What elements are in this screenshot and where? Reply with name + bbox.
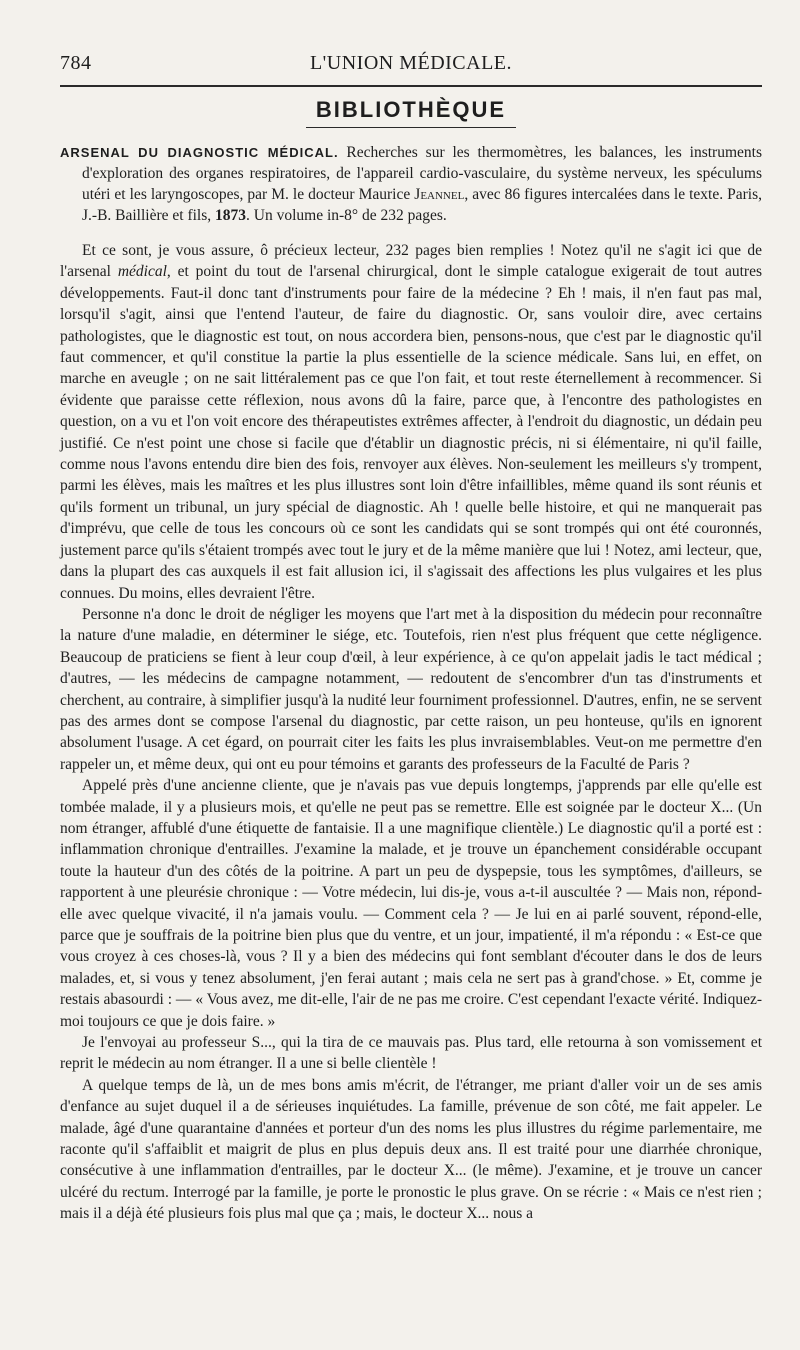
paragraph-1-text-b: , et point du tout de l'arsenal chirurgical, dont le simple catalogue exigerait de tout autres développements. Faut-il donc tant d'instruments pour faire de la médecine ? Eh ! mais, il n'en faut pas mal, lorsqu'il s'agit, ainsi que l'entend l'auteur, de faire du diagnostic. Or, sans vouloir dire, avec certains pathologistes, que le diagnostic est tout, on nous accordera bien, pensons-nous, que c'est par le diagnostic qu'il faut commencer, et qu'il constitue la partie la plus essentielle de la science médicale. Sans lui, en effet, on marche en aveugle ; on ne sait littéralement pas ce que l'on fait, et tout reste éternellement à recommencer. Si évidente que paraisse cette réflexion, nous avons dû la faire, parce que, à l'encontre des pathologistes en question, on a vu et l'on voit encore des thérapeutistes extrêmes affecter, à l'endroit du diagnostic, un dédain peu justifié. Ce n'est point une chose si facile que d'établir un diagnostic précis, ni si élémentaire, ni qu'il faille, comme nous l'avons entendu dire bien des fois, renvoyer aux élèves. Non-seulement les meilleurs s'y trompent, parmi les élèves, mais les maîtres et les plus illustres sont loin d'être infaillibles, même quand ils sont réunis et qu'ils forment un tribunal, un jury spécial de diagnostic. Ah ! quelle belle histoire, et qui ne manquerait pas d'imprévu, que celle de tous les concours où ce sont les candidats qui se sont trompés qui ont été couronnés, justement parce qu'ils s'étaient trompés avec tout le jury et de la même manière que lui ! Notez, ami lecteur, que, dans la plupart des cas auxquels il est fait allusion ici, il s'agissait des affections les plus vulgaires et les plus connues. Du moins, elles devraient l'être. [60, 263, 762, 602]
page-header [60, 52, 762, 87]
paragraph-5: A quelque temps de là, un de mes bons amis m'écrit, de l'étranger, me priant d'aller voir un de ses amis d'enfance au sujet duquel il a de sérieuses inquiétudes. La famille, prévenue de son côté, me fait appeler. Le malade, âgé d'une quarantaine d'années et porteur d'un des noms les plus illustres du régime parlementaire, me raconte qu'il s'affaiblit et maigrit de plus en plus depuis deux ans. Il est traité pour une diarrhée chronique, consécutive à une inflammation d'entrailles, par le docteur X... (le même). J'examine, et je trouve un cancer ulcéré du rectum. Interrogé par la famille, je porte le pronostic le plus grave. On se récrie : « Mais ce n'est rien ; mais il a déjà été plusieurs fois plus mal que ça ; mais, le docteur X... nous a [60, 1076, 762, 1223]
paragraph-2: Personne n'a donc le droit de négliger les moyens que l'art met à la disposition du médecin pour reconnaître la nature d'une maladie, en déterminer le siége, etc. Toutefois, rien n'est plus fréquent que cette négligence. Beaucoup de praticiens se fient à leur coup d'œil, à leur expérience, à ce qu'on appelait jadis le tact médical ; d'autres, — les médecins de campagne notamment, — redoutent de s'encombrer d'un tas d'instruments et cherchent, au contraire, à simplifier jusqu'à la nudité leur fourniment professionnel. D'autres, enfin, ne se servent pas des armes dont se compose l'arsenal du diagnostic, par cette raison, un peu honteuse, qu'ils en ignorent absolument l'usage. A cet égard, on pourrait citer les faits les plus invraisemblables. Veut-on me permettre d'en rappeler un, et même deux, qui ont eu pour témoins et garants des professeurs de la Faculté de Paris ? [60, 605, 762, 773]
paragraph-1-text-a: Et ce sont, je vous assure, ô précieux lecteur, 232 pages bien remplies ! Notez qu'il ne s'agit ici que de l'arsenal [60, 242, 762, 281]
reference-text-a: Recherches sur les thermomètres, les balances, les instruments d'exploration des organes respiratoires, de l'appareil cardio-vasculaire, du système nerveux, les spéculums utéri et les laryngoscopes, par M. le docteur Maurice [82, 144, 762, 203]
reference-title: ARSENAL DU DIAGNOSTIC MÉDICAL. [60, 145, 339, 160]
reference-year: 1873 [215, 207, 247, 224]
reference-author: Jeannel [414, 186, 465, 203]
book-reference [60, 142, 762, 226]
paragraph-4: Je l'envoyai au professeur S..., qui la tira de ce mauvais pas. Plus tard, elle retourna à son vomissement et reprit le médecin au nom étranger. Il a une si belle clientèle ! [60, 1034, 762, 1073]
reference-text-c: . Un volume in-8° de 232 pages. [246, 207, 447, 224]
section-title: BIBLIOTHÈQUE [315, 97, 507, 122]
page-number: 784 [60, 52, 92, 74]
journal-title: L'UNION MÉDICALE. [309, 52, 513, 74]
paragraph-1 [60, 240, 762, 604]
paragraph-3: Appelé près d'une ancienne cliente, que je n'avais pas vue depuis longtemps, j'apprends par elle qu'elle est tombée malade, il y a plusieurs mois, et qu'elle ne peut pas se remettre. Elle est soignée par le docteur X... (Un nom étranger, affublé d'une étiquette de fantaisie. Il a une magnifique clientèle.) Le diagnostic qu'il a porté est : inflammation chronique d'entrailles. J'examine la malade, et je trouve un épanchement considérable occupant toute la hauteur d'un des côtés de la poitrine. A part un peu de dyspepsie, tous les symptômes, d'ailleurs, se rapportent à une pleurésie chronique : — Votre médecin, lui dis-je, vous a-t-il auscultée ? — Mais non, répond-elle avec quelque vivacité, il n'a jamais voulu. — Comment cela ? — Je lui en ai parlé souvent, répond-elle, parce que je souffrais de la poitrine bien plus que du ventre, et un jour, impatienté, il m'a répondu : « Est-ce que vous croyez à ces choses-là, vous ? Il y a bien des médecins qui font semblant d'écouter dans le dos de leurs malades, et, si vous y tenez absolument, j'en ferai autant ; mais cela ne sert pas à grand'chose. » Et, comme je restais abasourdi : — « Vous avez, me dit-elle, l'air de ne pas me croire. C'est cependant l'exacte vérité. Indiquez-moi toujours ce que je dois faire. » [60, 777, 762, 1030]
paragraph-1-italic: médical [117, 263, 167, 281]
reference-text-b: , avec 86 figures intercalées dans le texte. Paris, J.-B. Baillière et fils, [82, 186, 762, 224]
section-divider [306, 127, 516, 128]
